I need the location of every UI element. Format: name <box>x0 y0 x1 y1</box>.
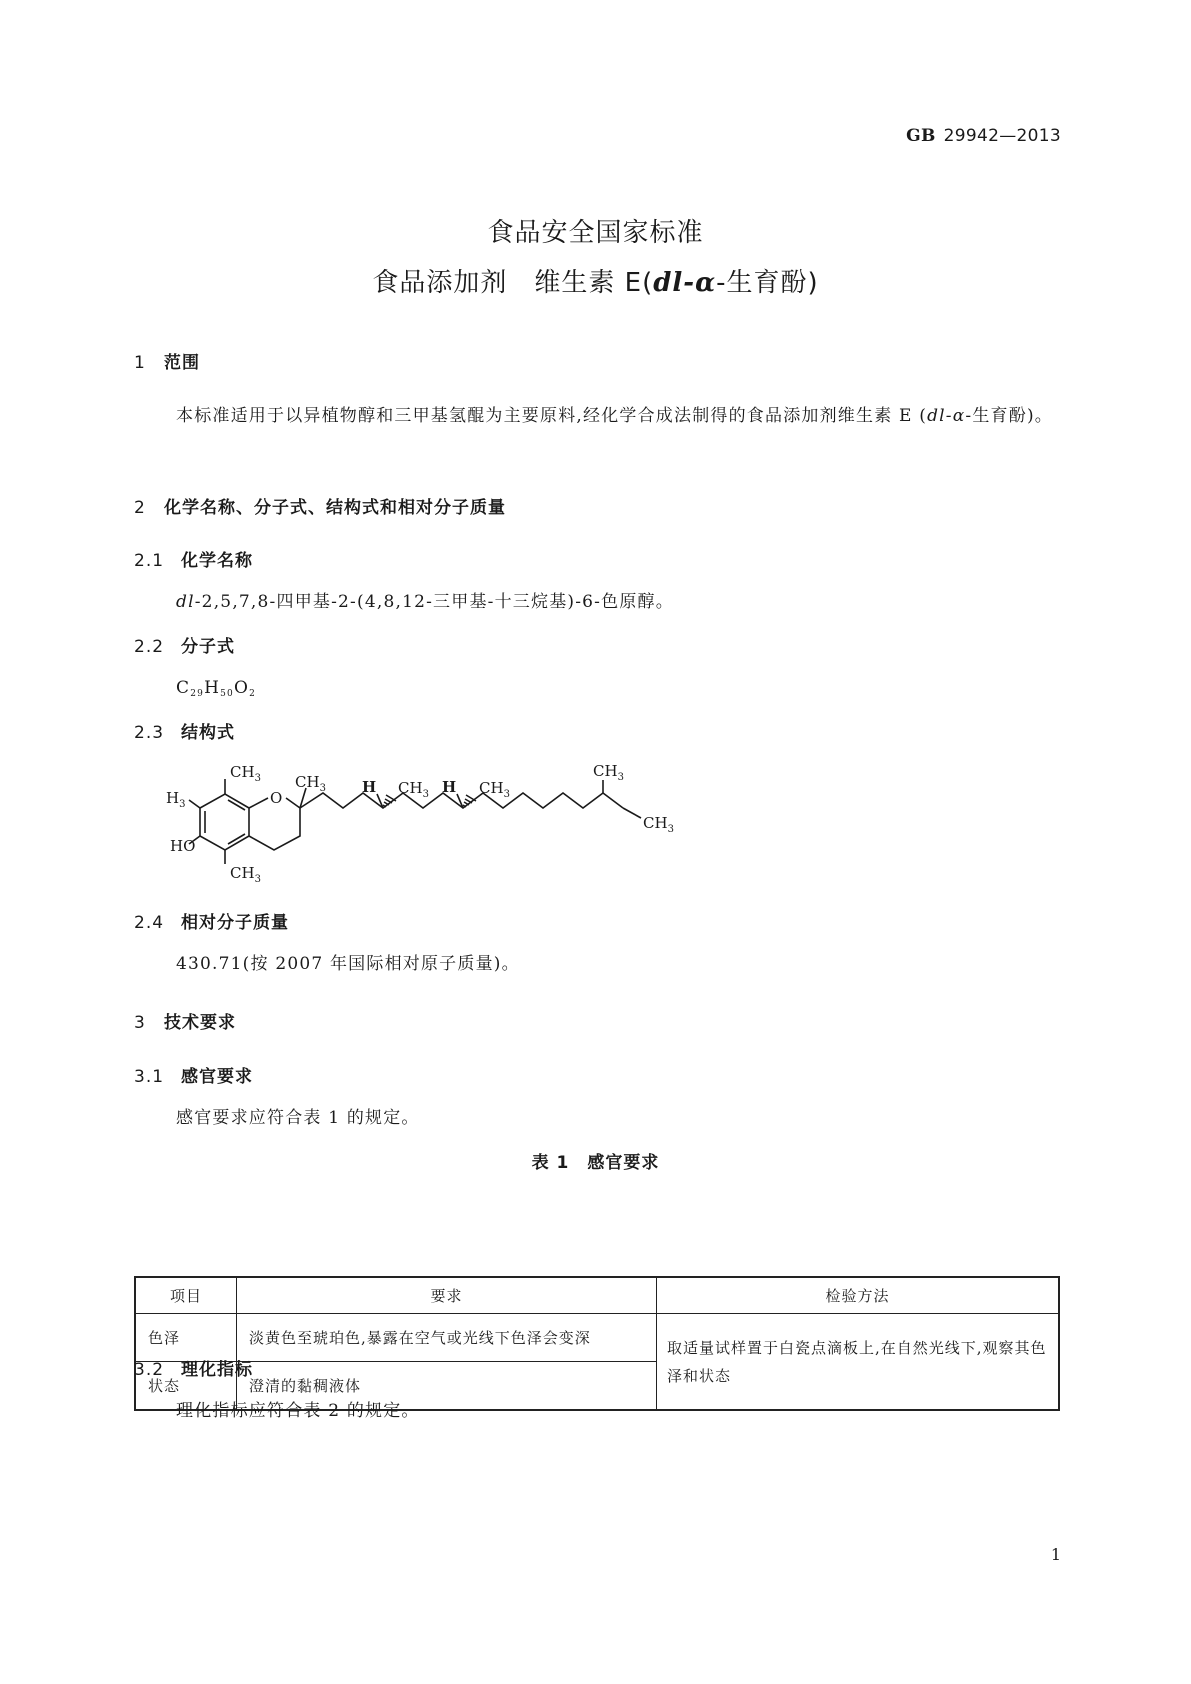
label-ch3-2: $CH_3$ <box>479 779 510 800</box>
section-3-1-heading <box>134 1062 253 1087</box>
terminal-methyl-bond-2 <box>623 808 641 818</box>
label-ho: HO <box>170 837 196 855</box>
label-h3c: $H_3$ <box>166 789 186 810</box>
section-2-4-number: 2.4 <box>134 913 165 933</box>
table-cell-requirement: 淡黄色至琥珀色,暴露在空气或光线下色泽会变深 <box>237 1314 657 1362</box>
section-2-3-title: 结构式 <box>181 723 235 743</box>
molecular-mass: 430.71(按 2007 年国际相对原子质量)。 <box>176 954 520 974</box>
table-cell-requirement: 澄清的黏稠液体 <box>237 1362 657 1411</box>
section-1-heading <box>134 348 200 373</box>
formula-h: H <box>204 678 221 698</box>
standard-prefix: GB <box>906 126 936 146</box>
chemical-name-text: -2,5,7,8-四甲基-2-(4,8,12-三甲基-十三烷基)-6-色原醇。 <box>194 592 674 612</box>
label-terminal-ch3-2: $CH_3$ <box>643 814 674 835</box>
table-header-item: 项目 <box>135 1277 237 1314</box>
left-methyl-bond <box>189 800 200 808</box>
table-header-method: 检验方法 <box>657 1277 1060 1314</box>
section-2-4-heading <box>134 908 289 933</box>
section-2-3-number: 2.3 <box>134 723 165 743</box>
section-2-4-title: 相对分子质量 <box>181 913 289 933</box>
page-number: 1 <box>1050 1545 1061 1564</box>
section-1-text-a: 本标准适用于以异植物醇和三甲基氢醌为主要原料,经化学合成法制得的食品添加剂维生素 E ( <box>176 406 928 426</box>
label-c2-ch3: $CH_3$ <box>295 773 326 794</box>
label-h-2: H <box>442 778 457 796</box>
document-subtitle <box>0 262 1191 299</box>
aromatic-ring <box>200 794 249 850</box>
section-2-1-title: 化学名称 <box>181 551 253 571</box>
sensory-requirements-table <box>134 1276 1060 1411</box>
section-3-1-number: 3.1 <box>134 1067 165 1087</box>
section-3-2-number: 3.2 <box>134 1360 165 1380</box>
document-title: 食品安全国家标准 <box>487 218 704 248</box>
section-3-1-title: 感官要求 <box>181 1067 253 1087</box>
standard-number <box>906 126 1061 146</box>
atom-labels <box>166 762 674 885</box>
chemical-name <box>176 588 674 616</box>
label-ch3-1: $CH_3$ <box>398 779 429 800</box>
formula-h-sub: 50 <box>220 689 234 699</box>
table-cell-method: 取适量试样置于白瓷点滴板上,在自然光线下,观察其色泽和状态 <box>657 1314 1060 1411</box>
formula-c-sub: 29 <box>190 689 205 699</box>
section-2-2-title: 分子式 <box>181 637 235 657</box>
ring-o-bond-left <box>249 798 268 808</box>
table-cell-item: 状态 <box>135 1362 237 1411</box>
section-1-paragraph <box>134 402 1060 430</box>
label-top-ch3: $CH_3$ <box>230 763 261 784</box>
table-header-row <box>135 1277 1059 1314</box>
structural-formula <box>166 758 690 898</box>
section-2-number: 2 <box>134 498 146 518</box>
label-ring-oxygen: O <box>270 789 283 807</box>
section-2-2-number: 2.2 <box>134 637 165 657</box>
section-1-text-italic: dl-α <box>927 406 966 426</box>
table-cell-item: 色泽 <box>135 1314 237 1362</box>
section-2-3-heading <box>134 718 235 743</box>
chemical-name-prefix: dl <box>176 592 195 612</box>
section-3-2-heading <box>134 1355 253 1380</box>
section-3-1-text: 感官要求应符合表 1 的规定。 <box>176 1108 420 1128</box>
section-3-title: 技术要求 <box>164 1013 236 1033</box>
section-2-1-number: 2.1 <box>134 551 165 571</box>
formula-o-sub: 2 <box>249 689 257 699</box>
section-3-heading <box>134 1008 236 1033</box>
section-3-2-text: 理化指标应符合表 2 的规定。 <box>176 1401 420 1421</box>
subtitle-part-a: 食品添加剂 维生素 E( <box>372 268 654 298</box>
section-2-heading <box>134 493 506 518</box>
section-2-2-heading <box>134 632 235 657</box>
section-3-2-title: 理化指标 <box>181 1360 253 1380</box>
label-h-1: H <box>362 778 377 796</box>
section-1-number: 1 <box>134 353 146 373</box>
subtitle-italic: dl-α <box>653 268 717 298</box>
section-2-title: 化学名称、分子式、结构式和相对分子质量 <box>164 498 506 518</box>
formula-o: O <box>233 678 250 698</box>
label-bottom-ch3: $CH_3$ <box>230 864 261 885</box>
section-1-text-c: -生育酚)。 <box>965 406 1053 426</box>
molecular-formula <box>176 674 256 708</box>
table-header-requirement: 要求 <box>237 1277 657 1314</box>
table-row <box>135 1314 1059 1362</box>
section-3-number: 3 <box>134 1013 146 1033</box>
label-terminal-ch3-1: $CH_3$ <box>593 762 624 783</box>
subtitle-part-c: -生育酚) <box>716 268 819 298</box>
standard-code: 29942—2013 <box>943 126 1061 146</box>
section-2-1-heading <box>134 546 253 571</box>
table-1-caption: 表 1 感官要求 <box>531 1153 660 1173</box>
formula-c: C <box>176 678 191 698</box>
section-1-title: 范围 <box>164 353 200 373</box>
